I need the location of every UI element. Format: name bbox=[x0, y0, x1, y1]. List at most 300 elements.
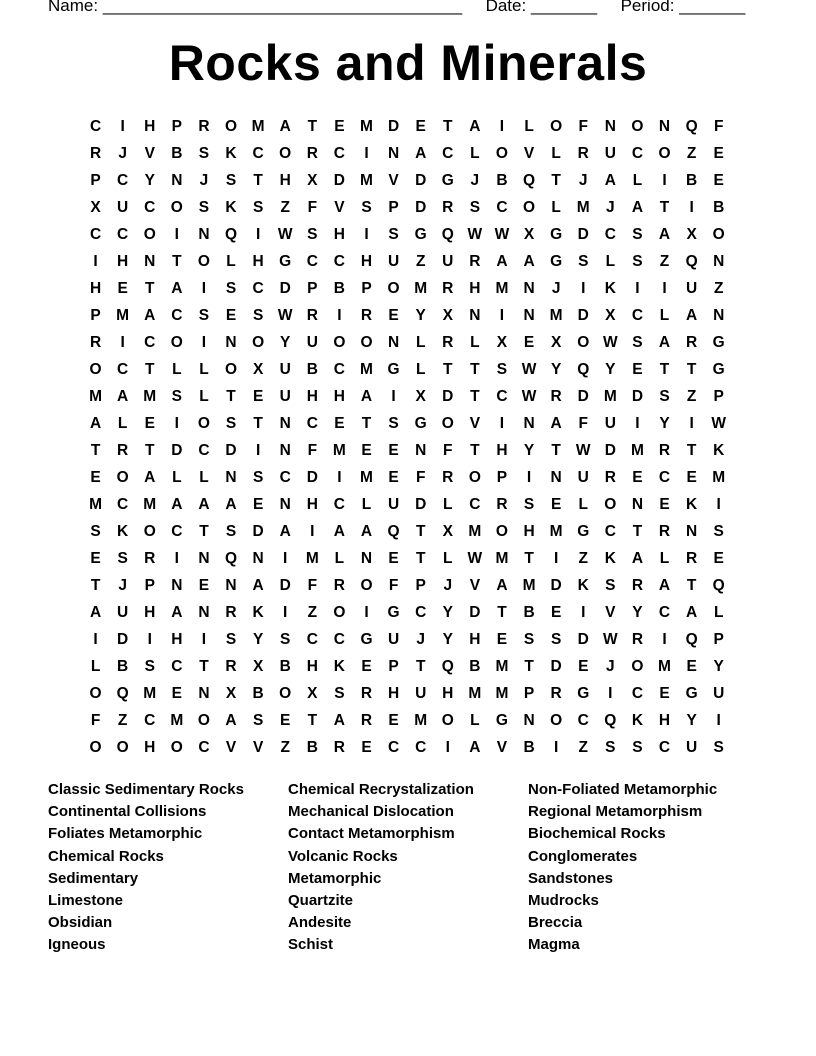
grid-letter[interactable]: D bbox=[252, 522, 264, 540]
grid-letter[interactable]: S bbox=[171, 387, 182, 405]
grid-letter[interactable]: E bbox=[252, 387, 264, 405]
grid-letter[interactable]: R bbox=[360, 711, 373, 729]
grid-letter[interactable]: H bbox=[252, 252, 264, 270]
grid-letter[interactable]: A bbox=[279, 117, 291, 135]
grid-letter[interactable]: R bbox=[658, 522, 671, 540]
grid-letter[interactable]: L bbox=[90, 657, 101, 675]
grid-letter[interactable]: X bbox=[252, 360, 264, 378]
grid-letter[interactable]: Y bbox=[550, 360, 562, 378]
grid-letter[interactable]: R bbox=[686, 333, 698, 351]
grid-letter[interactable]: T bbox=[470, 441, 480, 459]
grid-letter[interactable]: I bbox=[93, 630, 98, 648]
grid-letter[interactable]: C bbox=[252, 279, 264, 297]
grid-letter[interactable]: I bbox=[581, 279, 586, 297]
grid-letter[interactable]: B bbox=[117, 657, 129, 675]
grid-letter[interactable]: A bbox=[686, 306, 698, 324]
grid-letter[interactable]: K bbox=[225, 144, 237, 162]
grid-letter[interactable]: C bbox=[496, 387, 508, 405]
grid-letter[interactable]: E bbox=[713, 549, 724, 567]
grid-letter[interactable]: V bbox=[469, 576, 481, 594]
grid-letter[interactable]: B bbox=[333, 279, 345, 297]
grid-letter[interactable]: Z bbox=[415, 252, 426, 270]
grid-letter[interactable]: L bbox=[172, 360, 182, 378]
grid-letter[interactable]: N bbox=[387, 144, 400, 162]
grid-letter[interactable]: M bbox=[576, 198, 590, 216]
grid-letter[interactable]: Q bbox=[224, 225, 238, 243]
grid-letter[interactable]: S bbox=[605, 738, 616, 756]
grid-letter[interactable]: A bbox=[171, 495, 183, 513]
grid-letter[interactable]: X bbox=[605, 306, 616, 324]
grid-letter[interactable]: T bbox=[470, 387, 480, 405]
grid-letter[interactable]: O bbox=[279, 684, 292, 702]
grid-letter[interactable]: K bbox=[577, 576, 589, 594]
grid-letter[interactable]: G bbox=[577, 684, 590, 702]
grid-letter[interactable]: M bbox=[630, 441, 644, 459]
grid-letter[interactable]: O bbox=[333, 333, 346, 351]
grid-letter[interactable]: I bbox=[174, 549, 179, 567]
grid-letter[interactable]: I bbox=[716, 495, 721, 513]
grid-letter[interactable]: D bbox=[415, 495, 427, 513]
grid-letter[interactable]: H bbox=[306, 387, 318, 405]
grid-letter[interactable]: S bbox=[252, 306, 264, 324]
grid-letter[interactable]: G bbox=[387, 603, 400, 621]
grid-letter[interactable]: N bbox=[279, 495, 291, 513]
grid-letter[interactable]: H bbox=[469, 279, 481, 297]
grid-letter[interactable]: Z bbox=[307, 603, 318, 621]
grid-letter[interactable]: C bbox=[333, 495, 345, 513]
grid-letter[interactable]: G bbox=[712, 360, 725, 378]
grid-letter[interactable]: N bbox=[713, 252, 725, 270]
grid-letter[interactable]: M bbox=[495, 549, 509, 567]
grid-letter[interactable]: Y bbox=[442, 603, 453, 621]
grid-letter[interactable]: S bbox=[496, 360, 508, 378]
grid-letter[interactable]: R bbox=[442, 468, 454, 486]
grid-letter[interactable]: R bbox=[442, 333, 454, 351]
grid-letter[interactable]: I bbox=[255, 225, 261, 243]
grid-letter[interactable]: Q bbox=[685, 252, 698, 270]
grid-letter[interactable]: I bbox=[635, 279, 640, 297]
grid-letter[interactable]: C bbox=[658, 738, 671, 756]
grid-letter[interactable]: O bbox=[631, 657, 644, 675]
grid-letter[interactable]: C bbox=[144, 198, 156, 216]
grid-letter[interactable]: K bbox=[604, 549, 616, 567]
grid-letter[interactable]: C bbox=[631, 684, 644, 702]
grid-letter[interactable]: M bbox=[549, 306, 563, 324]
grid-letter[interactable]: M bbox=[603, 387, 617, 405]
grid-letter[interactable]: X bbox=[523, 225, 535, 243]
grid-letter[interactable]: C bbox=[171, 522, 183, 540]
grid-letter[interactable]: I bbox=[201, 333, 207, 351]
grid-letter[interactable]: I bbox=[499, 117, 505, 135]
grid-letter[interactable]: O bbox=[89, 684, 102, 702]
grid-letter[interactable]: I bbox=[120, 333, 125, 351]
grid-letter[interactable]: A bbox=[658, 225, 671, 243]
grid-letter[interactable]: X bbox=[307, 171, 318, 189]
grid-letter[interactable]: M bbox=[143, 684, 157, 702]
grid-letter[interactable]: T bbox=[226, 387, 236, 405]
grid-letter[interactable]: X bbox=[442, 306, 453, 324]
grid-letter[interactable]: S bbox=[90, 522, 101, 540]
grid-letter[interactable]: C bbox=[279, 468, 291, 486]
grid-letter[interactable]: E bbox=[415, 117, 426, 135]
grid-letter[interactable]: A bbox=[658, 576, 671, 594]
grid-letter[interactable]: A bbox=[333, 711, 345, 729]
grid-letter[interactable]: U bbox=[604, 414, 616, 432]
grid-letter[interactable]: H bbox=[306, 657, 318, 675]
grid-letter[interactable]: T bbox=[415, 657, 426, 675]
grid-letter[interactable]: Q bbox=[387, 522, 400, 540]
grid-letter[interactable]: R bbox=[89, 333, 102, 351]
grid-letter[interactable]: S bbox=[523, 630, 535, 648]
grid-letter[interactable]: J bbox=[606, 657, 615, 675]
grid-letter[interactable]: P bbox=[307, 279, 318, 297]
grid-letter[interactable]: A bbox=[117, 387, 129, 405]
grid-letter[interactable]: N bbox=[523, 279, 535, 297]
grid-letter[interactable]: M bbox=[89, 495, 102, 513]
grid-letter[interactable]: E bbox=[578, 657, 589, 675]
grid-letter[interactable]: J bbox=[118, 144, 127, 162]
grid-letter[interactable]: Y bbox=[523, 441, 535, 459]
grid-letter[interactable]: C bbox=[658, 468, 671, 486]
grid-letter[interactable]: A bbox=[415, 144, 427, 162]
grid-letter[interactable]: T bbox=[470, 360, 480, 378]
grid-letter[interactable]: O bbox=[116, 738, 129, 756]
grid-letter[interactable]: I bbox=[174, 414, 179, 432]
grid-letter[interactable]: F bbox=[307, 576, 318, 594]
grid-letter[interactable]: R bbox=[89, 144, 102, 162]
grid-letter[interactable]: A bbox=[252, 576, 264, 594]
grid-letter[interactable]: N bbox=[225, 333, 237, 351]
grid-letter[interactable]: N bbox=[198, 549, 210, 567]
grid-letter[interactable]: H bbox=[144, 603, 156, 621]
grid-letter[interactable]: M bbox=[360, 360, 373, 378]
grid-letter[interactable]: U bbox=[279, 360, 291, 378]
grid-letter[interactable]: C bbox=[117, 495, 129, 513]
grid-letter[interactable]: A bbox=[496, 252, 508, 270]
grid-letter[interactable]: C bbox=[144, 333, 156, 351]
grid-letter[interactable]: U bbox=[117, 198, 129, 216]
grid-letter[interactable]: F bbox=[713, 117, 724, 135]
grid-letter[interactable]: A bbox=[496, 576, 508, 594]
grid-letter[interactable]: B bbox=[686, 171, 698, 189]
grid-letter[interactable]: D bbox=[577, 387, 589, 405]
grid-letter[interactable]: Z bbox=[280, 738, 290, 756]
grid-letter[interactable]: G bbox=[414, 414, 427, 432]
grid-letter[interactable]: D bbox=[550, 657, 562, 675]
grid-letter[interactable]: A bbox=[171, 279, 183, 297]
grid-letter[interactable]: I bbox=[93, 252, 98, 270]
grid-letter[interactable]: N bbox=[523, 711, 535, 729]
grid-letter[interactable]: W bbox=[521, 387, 537, 405]
grid-letter[interactable]: I bbox=[635, 414, 640, 432]
grid-letter[interactable]: R bbox=[117, 441, 129, 459]
grid-letter[interactable]: L bbox=[551, 198, 561, 216]
grid-letter[interactable]: V bbox=[144, 144, 155, 162]
grid-letter[interactable]: A bbox=[225, 495, 237, 513]
grid-letter[interactable]: N bbox=[252, 549, 264, 567]
grid-letter[interactable]: C bbox=[117, 225, 129, 243]
grid-letter[interactable]: A bbox=[658, 333, 671, 351]
grid-letter[interactable]: B bbox=[523, 738, 535, 756]
grid-letter[interactable]: P bbox=[713, 387, 724, 405]
grid-letter[interactable]: N bbox=[523, 414, 535, 432]
grid-letter[interactable]: O bbox=[224, 117, 238, 135]
grid-letter[interactable]: L bbox=[713, 603, 724, 621]
grid-letter[interactable]: V bbox=[388, 171, 399, 189]
grid-letter[interactable]: U bbox=[387, 252, 400, 270]
grid-letter[interactable]: T bbox=[361, 414, 372, 432]
grid-letter[interactable]: Q bbox=[224, 549, 238, 567]
grid-letter[interactable]: A bbox=[144, 306, 156, 324]
grid-letter[interactable]: Z bbox=[117, 711, 128, 729]
grid-letter[interactable]: E bbox=[225, 306, 237, 324]
grid-letter[interactable]: O bbox=[523, 198, 536, 216]
grid-letter[interactable]: X bbox=[252, 657, 264, 675]
grid-letter[interactable]: S bbox=[307, 225, 318, 243]
grid-letter[interactable]: M bbox=[495, 279, 509, 297]
grid-letter[interactable]: T bbox=[307, 711, 318, 729]
grid-letter[interactable]: O bbox=[89, 738, 102, 756]
grid-letter[interactable]: Q bbox=[685, 117, 698, 135]
grid-letter[interactable]: D bbox=[415, 198, 427, 216]
grid-letter[interactable]: L bbox=[470, 711, 480, 729]
grid-letter[interactable]: Y bbox=[632, 603, 643, 621]
grid-letter[interactable]: S bbox=[659, 387, 670, 405]
grid-letter[interactable]: T bbox=[90, 576, 101, 594]
grid-letter[interactable]: T bbox=[307, 117, 318, 135]
grid-letter[interactable]: O bbox=[577, 333, 590, 351]
grid-letter[interactable]: L bbox=[659, 549, 670, 567]
grid-letter[interactable]: Q bbox=[523, 171, 536, 189]
grid-letter[interactable]: T bbox=[253, 414, 263, 432]
grid-letter[interactable]: G bbox=[712, 333, 725, 351]
grid-letter[interactable]: G bbox=[387, 360, 400, 378]
grid-letter[interactable]: C bbox=[387, 738, 400, 756]
grid-letter[interactable]: Q bbox=[604, 711, 617, 729]
grid-letter[interactable]: W bbox=[603, 630, 618, 648]
grid-letter[interactable]: M bbox=[522, 576, 536, 594]
grid-letter[interactable]: L bbox=[415, 333, 426, 351]
grid-letter[interactable]: M bbox=[712, 468, 726, 486]
grid-letter[interactable]: S bbox=[225, 414, 237, 432]
grid-letter[interactable]: E bbox=[388, 441, 399, 459]
grid-letter[interactable]: T bbox=[90, 441, 101, 459]
grid-letter[interactable]: N bbox=[469, 306, 481, 324]
grid-letter[interactable]: O bbox=[495, 522, 508, 540]
grid-letter[interactable]: J bbox=[199, 171, 209, 189]
grid-letter[interactable]: L bbox=[605, 252, 616, 270]
grid-letter[interactable]: L bbox=[470, 333, 480, 351]
grid-letter[interactable]: I bbox=[147, 630, 152, 648]
grid-letter[interactable]: U bbox=[604, 144, 616, 162]
grid-letter[interactable]: U bbox=[577, 468, 589, 486]
grid-letter[interactable]: R bbox=[550, 684, 562, 702]
grid-letter[interactable]: E bbox=[144, 414, 155, 432]
grid-letter[interactable]: A bbox=[631, 549, 644, 567]
grid-letter[interactable]: S bbox=[605, 576, 616, 594]
grid-letter[interactable]: O bbox=[360, 333, 373, 351]
grid-letter[interactable]: I bbox=[391, 387, 396, 405]
grid-letter[interactable]: G bbox=[577, 522, 590, 540]
grid-letter[interactable]: S bbox=[252, 198, 264, 216]
grid-letter[interactable]: V bbox=[225, 738, 237, 756]
grid-letter[interactable]: H bbox=[144, 738, 156, 756]
grid-letter[interactable]: A bbox=[89, 603, 102, 621]
grid-letter[interactable]: O bbox=[143, 522, 156, 540]
grid-letter[interactable]: S bbox=[225, 630, 237, 648]
grid-letter[interactable]: E bbox=[90, 468, 101, 486]
grid-letter[interactable]: C bbox=[333, 252, 345, 270]
grid-letter[interactable]: C bbox=[89, 117, 102, 135]
grid-letter[interactable]: A bbox=[225, 711, 237, 729]
grid-letter[interactable]: B bbox=[523, 603, 535, 621]
grid-letter[interactable]: T bbox=[686, 441, 697, 459]
grid-letter[interactable]: M bbox=[116, 306, 130, 324]
grid-letter[interactable]: B bbox=[279, 657, 291, 675]
grid-letter[interactable]: O bbox=[170, 738, 183, 756]
grid-letter[interactable]: E bbox=[252, 495, 264, 513]
grid-letter[interactable]: Y bbox=[442, 630, 453, 648]
grid-letter[interactable]: N bbox=[550, 468, 562, 486]
grid-letter[interactable]: A bbox=[604, 171, 616, 189]
grid-letter[interactable]: R bbox=[306, 306, 318, 324]
grid-letter[interactable]: O bbox=[387, 279, 400, 297]
grid-letter[interactable]: T bbox=[145, 360, 155, 378]
grid-letter[interactable]: N bbox=[279, 441, 291, 459]
grid-letter[interactable]: M bbox=[414, 711, 428, 729]
grid-letter[interactable]: X bbox=[442, 522, 453, 540]
grid-letter[interactable]: G bbox=[279, 252, 292, 270]
grid-letter[interactable]: C bbox=[631, 306, 644, 324]
grid-letter[interactable]: N bbox=[658, 117, 671, 135]
grid-letter[interactable]: D bbox=[415, 171, 427, 189]
grid-letter[interactable]: P bbox=[415, 576, 426, 594]
grid-letter[interactable]: O bbox=[197, 414, 210, 432]
grid-letter[interactable]: M bbox=[332, 441, 346, 459]
grid-letter[interactable]: E bbox=[388, 711, 399, 729]
grid-letter[interactable]: A bbox=[631, 198, 644, 216]
grid-letter[interactable]: G bbox=[360, 630, 373, 648]
grid-letter[interactable]: E bbox=[632, 360, 643, 378]
grid-letter[interactable]: G bbox=[550, 225, 563, 243]
grid-letter[interactable]: I bbox=[553, 738, 559, 756]
grid-letter[interactable]: O bbox=[441, 711, 454, 729]
grid-letter[interactable]: C bbox=[306, 630, 318, 648]
grid-letter[interactable]: E bbox=[117, 279, 128, 297]
grid-letter[interactable]: O bbox=[468, 468, 481, 486]
grid-letter[interactable]: L bbox=[443, 549, 453, 567]
grid-letter[interactable]: S bbox=[550, 630, 562, 648]
grid-letter[interactable]: S bbox=[523, 495, 535, 513]
grid-letter[interactable]: Y bbox=[605, 360, 616, 378]
grid-letter[interactable]: K bbox=[225, 198, 237, 216]
grid-letter[interactable]: H bbox=[279, 171, 291, 189]
grid-letter[interactable]: C bbox=[89, 225, 102, 243]
grid-letter[interactable]: E bbox=[659, 684, 670, 702]
grid-letter[interactable]: B bbox=[306, 738, 318, 756]
grid-letter[interactable]: A bbox=[686, 603, 698, 621]
grid-letter[interactable]: N bbox=[713, 306, 725, 324]
grid-letter[interactable]: D bbox=[387, 117, 400, 135]
grid-letter[interactable]: N bbox=[387, 333, 400, 351]
grid-letter[interactable]: I bbox=[499, 306, 505, 324]
grid-letter[interactable]: S bbox=[117, 549, 128, 567]
grid-letter[interactable]: S bbox=[334, 684, 345, 702]
grid-letter[interactable]: M bbox=[468, 684, 482, 702]
grid-letter[interactable]: N bbox=[360, 549, 373, 567]
grid-letter[interactable]: E bbox=[334, 117, 345, 135]
grid-letter[interactable]: V bbox=[523, 144, 535, 162]
grid-letter[interactable]: P bbox=[171, 117, 182, 135]
grid-letter[interactable]: U bbox=[117, 603, 129, 621]
grid-letter[interactable]: E bbox=[198, 576, 210, 594]
grid-letter[interactable]: A bbox=[523, 252, 535, 270]
grid-letter[interactable]: Y bbox=[686, 711, 697, 729]
grid-letter[interactable]: R bbox=[225, 603, 237, 621]
grid-letter[interactable]: D bbox=[117, 630, 129, 648]
grid-letter[interactable]: T bbox=[659, 360, 670, 378]
grid-letter[interactable]: O bbox=[360, 576, 373, 594]
grid-letter[interactable]: L bbox=[361, 495, 372, 513]
grid-letter[interactable]: U bbox=[387, 630, 400, 648]
grid-letter[interactable]: C bbox=[415, 603, 427, 621]
grid-letter[interactable]: M bbox=[549, 522, 563, 540]
grid-letter[interactable]: N bbox=[523, 306, 535, 324]
grid-letter[interactable]: P bbox=[90, 306, 101, 324]
grid-letter[interactable]: S bbox=[361, 198, 372, 216]
grid-letter[interactable]: T bbox=[415, 549, 426, 567]
grid-letter[interactable]: M bbox=[658, 657, 671, 675]
grid-letter[interactable]: U bbox=[279, 387, 291, 405]
grid-letter[interactable]: J bbox=[551, 279, 561, 297]
grid-letter[interactable]: S bbox=[252, 468, 264, 486]
grid-letter[interactable]: D bbox=[577, 630, 589, 648]
grid-letter[interactable]: S bbox=[632, 738, 643, 756]
grid-letter[interactable]: H bbox=[442, 684, 454, 702]
grid-letter[interactable]: F bbox=[90, 711, 101, 729]
grid-letter[interactable]: H bbox=[469, 630, 481, 648]
grid-letter[interactable]: C bbox=[252, 144, 264, 162]
grid-letter[interactable]: E bbox=[388, 468, 399, 486]
grid-letter[interactable]: P bbox=[144, 576, 155, 594]
grid-letter[interactable]: G bbox=[495, 711, 508, 729]
grid-letter[interactable]: V bbox=[496, 738, 508, 756]
grid-letter[interactable]: N bbox=[144, 252, 156, 270]
grid-letter[interactable]: R bbox=[631, 630, 644, 648]
grid-letter[interactable]: O bbox=[252, 333, 265, 351]
grid-letter[interactable]: H bbox=[89, 279, 102, 297]
grid-letter[interactable]: E bbox=[550, 495, 562, 513]
grid-letter[interactable]: I bbox=[174, 225, 179, 243]
grid-letter[interactable]: H bbox=[496, 441, 508, 459]
grid-letter[interactable]: N bbox=[171, 576, 183, 594]
grid-letter[interactable]: V bbox=[334, 198, 345, 216]
grid-letter[interactable]: X bbox=[496, 333, 508, 351]
grid-letter[interactable]: O bbox=[658, 144, 671, 162]
grid-letter[interactable]: B bbox=[171, 144, 183, 162]
grid-letter[interactable]: K bbox=[117, 522, 129, 540]
grid-letter[interactable]: T bbox=[253, 171, 263, 189]
grid-letter[interactable]: O bbox=[550, 117, 563, 135]
grid-letter[interactable]: L bbox=[578, 495, 588, 513]
grid-letter[interactable]: B bbox=[713, 198, 725, 216]
grid-letter[interactable]: F bbox=[415, 468, 426, 486]
grid-letter[interactable]: E bbox=[632, 468, 643, 486]
grid-letter[interactable]: L bbox=[117, 414, 128, 432]
grid-letter[interactable]: I bbox=[499, 414, 505, 432]
grid-letter[interactable]: E bbox=[686, 657, 697, 675]
grid-letter[interactable]: I bbox=[581, 603, 586, 621]
